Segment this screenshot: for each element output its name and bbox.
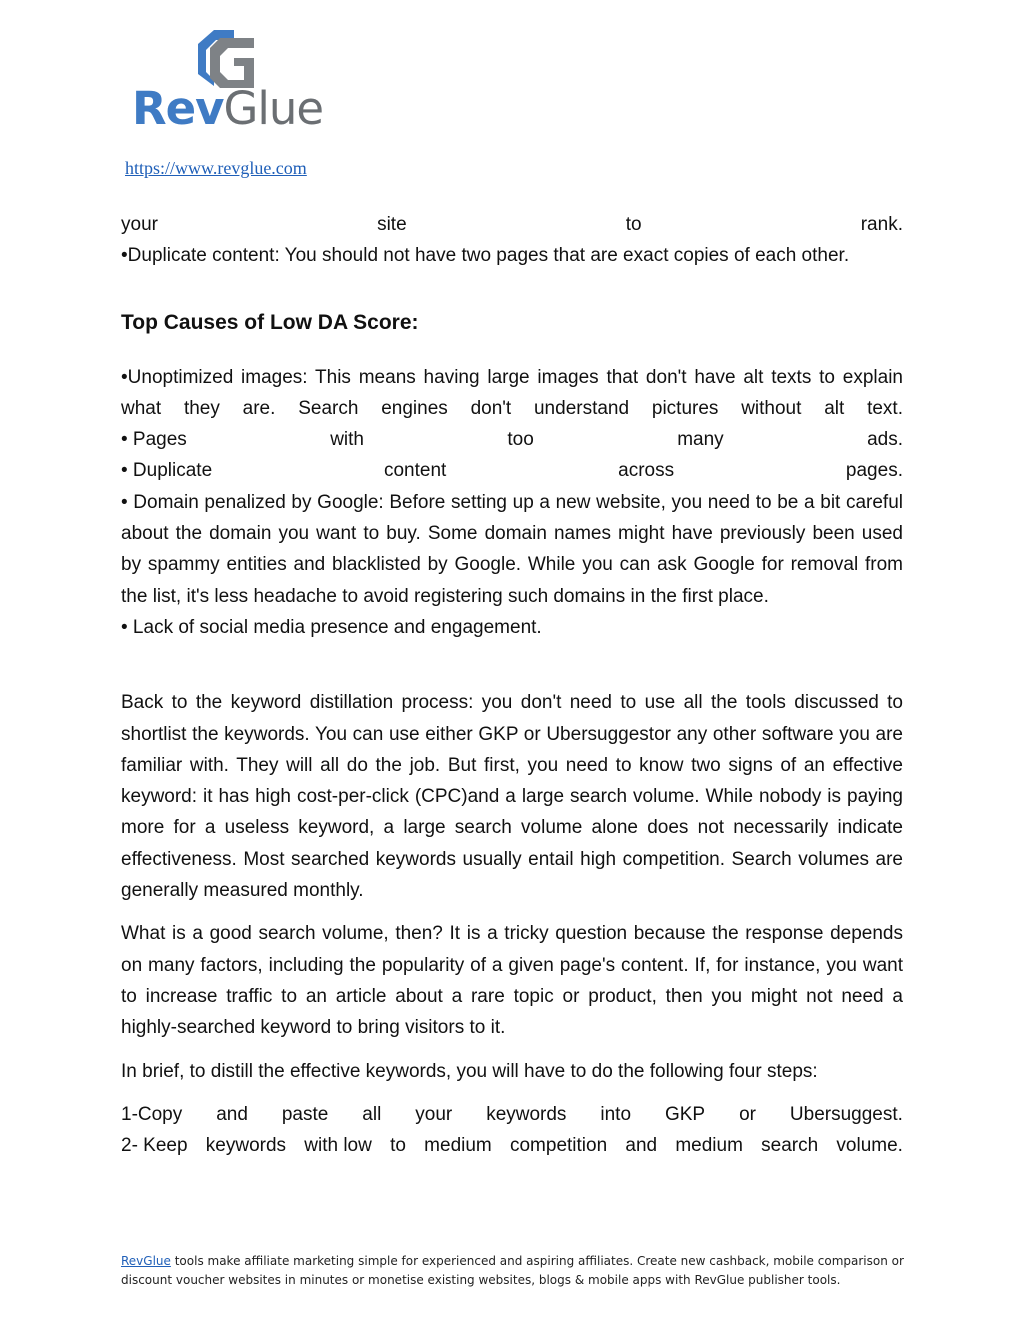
steps-intro-paragraph: In brief, to distill the effective keywords, you will have to do the following four steps: xyxy=(121,1060,818,1082)
word: volume. xyxy=(836,1135,903,1157)
revglue-logo-icon xyxy=(194,28,260,88)
word: to xyxy=(390,1135,406,1157)
section-heading: Top Causes of Low DA Score: xyxy=(121,310,419,334)
word: ads. xyxy=(867,429,903,451)
step-2-line xyxy=(121,1130,903,1161)
duplicate-pages-bullet xyxy=(121,455,903,486)
word: pages. xyxy=(845,460,903,482)
word: and xyxy=(216,1103,248,1125)
word: rank. xyxy=(860,214,903,235)
continued-line xyxy=(121,209,903,240)
footer-revglue-link[interactable]: RevGlue xyxy=(121,1254,171,1268)
logo-rev-text: Rev xyxy=(132,82,224,135)
word: GKP xyxy=(664,1103,706,1125)
word: Ubersuggest. xyxy=(789,1103,903,1125)
unoptimized-images-bullet: •Unoptimized images: This means having large images that don't have alt texts to explain what they are. Search engines don't understand pictures without alt text. xyxy=(121,366,903,419)
step-1-line xyxy=(121,1099,903,1130)
word: 2- Keep xyxy=(121,1135,188,1157)
word: keywords xyxy=(205,1135,287,1157)
word: into xyxy=(600,1103,632,1125)
word: medium xyxy=(675,1135,743,1157)
word: content xyxy=(383,460,447,482)
word: to xyxy=(625,214,642,235)
website-link[interactable]: https://www.revglue.com xyxy=(125,158,307,178)
revglue-logo xyxy=(132,28,332,135)
keyword-process-paragraph: Back to the keyword distillation process: you don't need to use all the tools discussed to shortlist the keywords. You can use either GKP or Ubersuggestor any other software you are familiar with. They will all do the job. But first, you need to know two signs of an effective keyword: it has high cost-per-click (CPC)and a large search volume. While nobody is paying more for a useless keyword, a large search volume alone does not necessarily indicate effectiveness. Most searched keywords usually entail high competition. Search volumes are generally measured monthly. xyxy=(121,692,903,902)
pages-ads-bullet xyxy=(121,424,903,455)
word: your xyxy=(415,1103,453,1125)
duplicate-content-bullet: •Duplicate content: You should not have two pages that are exact copies of each other. xyxy=(121,245,850,267)
word: paste xyxy=(281,1103,329,1125)
word: too xyxy=(507,429,534,451)
word: with low xyxy=(304,1135,372,1157)
word: 1-Copy xyxy=(121,1103,183,1125)
word: all xyxy=(362,1103,382,1125)
word: competition xyxy=(509,1135,608,1157)
word: • Pages xyxy=(121,429,187,451)
word: medium xyxy=(424,1135,492,1157)
word: your xyxy=(121,214,158,235)
domain-penalized-bullet: • Domain penalized by Google: Before setting up a new website, you need to be a bit careful about the domain you want to buy. Some domain names might have previously been used by spammy entities and blacklisted by Google. While you can ask Google for removal from the list, it's less headache to avoid registering such domains in the first place. xyxy=(121,491,903,607)
logo-glue-text: Glue xyxy=(223,82,324,135)
search-volume-paragraph: What is a good search volume, then? It is a tricky question because the response depends on many factors, including the popularity of a given page's content. If, for instance, you want to increase traffic to an article about a rare topic or product, then you might not need a highly-searched keyword to bring visitors to it. xyxy=(121,923,903,1039)
document-body xyxy=(121,209,903,1161)
word: with xyxy=(330,429,364,451)
word: site xyxy=(377,214,407,235)
word: search xyxy=(761,1135,819,1157)
page-footer xyxy=(121,1252,911,1290)
word: across xyxy=(618,460,675,482)
footer-text: tools make affiliate marketing simple for experienced and aspiring affiliates. Create new cashback, mobile comparison or discount voucher websites in minutes or monetise existing websites, blogs & mobile apps with RevGlue publisher tools. xyxy=(121,1254,904,1287)
word: keywords xyxy=(486,1103,567,1125)
word: or xyxy=(739,1103,756,1125)
word: many xyxy=(677,429,724,451)
logo-wordmark xyxy=(132,84,323,134)
word: and xyxy=(625,1135,658,1157)
social-media-bullet: • Lack of social media presence and engagement. xyxy=(121,616,542,638)
word: • Duplicate xyxy=(121,460,213,482)
